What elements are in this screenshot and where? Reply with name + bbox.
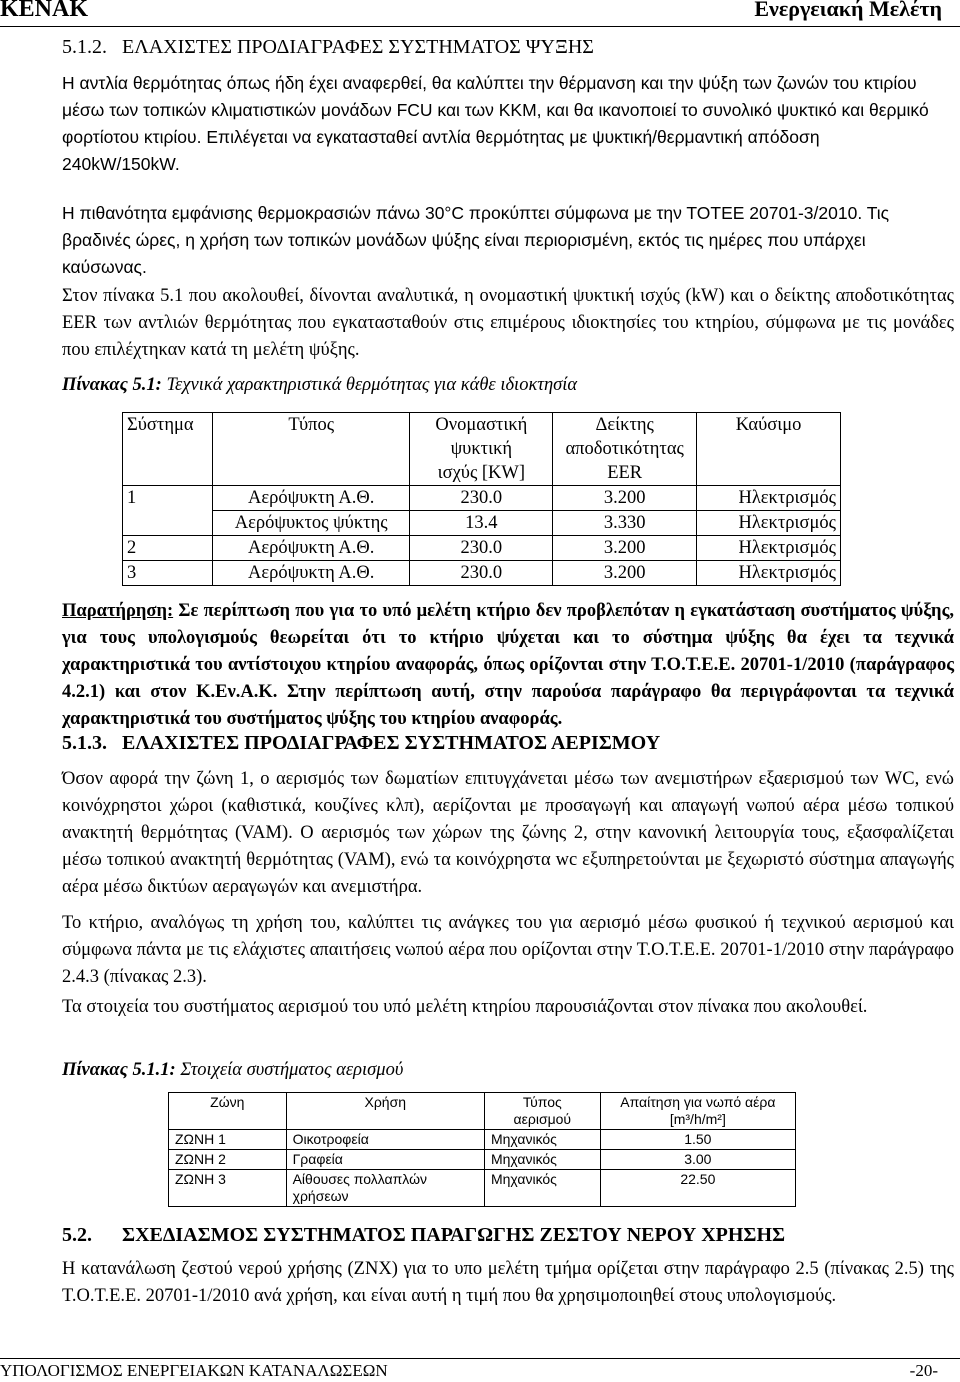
header-zone: Ζώνη: [169, 1093, 287, 1130]
cell-requirement: 3.00: [600, 1150, 795, 1170]
cell-eer: 3.200: [553, 536, 697, 561]
ventilation-table: [168, 1092, 796, 1207]
header-capacity-1: Ονομαστική: [410, 413, 553, 438]
cell-type: Αερόψυκτη Α.Θ.: [212, 486, 410, 511]
table1-caption-label: Πίνακας 5.1:: [62, 375, 162, 395]
header-vent-type-2: αερισμού: [513, 1111, 572, 1127]
page-header: [0, 0, 960, 27]
table-row: [123, 536, 841, 561]
cell-capacity: 230.0: [410, 561, 553, 586]
section-title: ΕΛΑΧΙΣΤΕΣ ΠΡΟΔΙΑΓΡΑΦΕΣ ΣΥΣΤΗΜΑΤΟΣ ΑΕΡΙΣΜΟΥ: [122, 732, 661, 754]
cell-capacity: 13.4: [410, 511, 553, 536]
table-row: [123, 486, 841, 511]
cell-zone: ΖΩΝΗ 2: [169, 1150, 287, 1170]
table-row: [169, 1170, 796, 1207]
paragraph-temperatures: Η πιθανότητα εμφάνισης θερμοκρασιών πάνω 30°C προκύπτει σύμφωνα με την ΤΟΤΕΕ 20701-3/2010. Τις βραδινές ώρες, η χρήση των τοπικών μονάδων ψύξης είναι περιορισμένη, εκτός τις ημέρες που υπάρχει καύσωνας.: [62, 203, 890, 277]
heat-pump-table: [122, 412, 841, 586]
paragraph-table-intro: Στον πίνακα 5.1 που ακολουθεί, δίνονται αναλυτικά, η ονομαστική ψυκτική ισχύς (kW) και ο δείκτης αποδοτικότητας EER των αντλιών θερμότητας που εγκατασταθούν στις επιμέρους ιδιοκτησίες του κτηρίου, σύμφωνα με τις μονάδες που επιλέχτηκαν κατά τη μελέτη ψύξης.: [62, 286, 954, 360]
table1-caption-text: Τεχνικά χαρακτηριστικά θερμότητας για κάθε ιδιοκτησία: [166, 375, 578, 395]
note-paragraph: [62, 598, 954, 733]
cell-system: 1: [123, 486, 213, 511]
section-number: 5.1.2.: [62, 36, 107, 58]
header-capacity-2: ψυκτική: [410, 437, 553, 461]
cell-requirement: 1.50: [600, 1130, 795, 1150]
section-heading-513: [62, 732, 660, 755]
cell-fuel: Ηλεκτρισμός: [697, 536, 841, 561]
cell-zone: ΖΩΝΗ 1: [169, 1130, 287, 1150]
cell-fuel: Ηλεκτρισμός: [697, 561, 841, 586]
cell-vent-type: Μηχανικός: [484, 1150, 600, 1170]
paragraph-hot-water: Η κατανάλωση ζεστού νερού χρήσης (ΖΝΧ) για το υπο μελέτη τμήμα ορίζεται στην παράγραφο 2.5 (πίνακας 2.5) της Τ.Ο.Τ.Ε.Ε. 20701-1/2010 ανά χρήση, και είναι αυτή η τιμή που θα χρησιμοποιηθεί στους υπολογισμούς.: [62, 1259, 954, 1306]
cell-vent-type: Μηχανικός: [484, 1130, 600, 1150]
cell-type: Αερόψυκτη Α.Θ.: [212, 536, 410, 561]
cell-type: Αερόψυκτη Α.Θ.: [212, 561, 410, 586]
header-right: Ενεργειακή Μελέτη: [754, 0, 942, 21]
cell-vent-type: Μηχανικός: [484, 1170, 600, 1207]
table-header-row: [123, 461, 841, 486]
table-row: [123, 511, 841, 536]
paragraph-table2-intro: Τα στοιχεία του συστήματος αερισμού του υπό μελέτη κτηρίου παρουσιάζονται στον πίνακα που ακολουθεί.: [62, 997, 868, 1017]
cell-use: Οικοτροφεία: [286, 1130, 484, 1150]
cell-type: Αερόψυκτος ψύκτης: [212, 511, 410, 536]
table-header-row: [169, 1093, 796, 1130]
cell-capacity: 230.0: [410, 486, 553, 511]
page-number: -20-: [909, 1361, 938, 1380]
header-requirement-1: Απαίτηση για νωπό αέρα: [620, 1094, 776, 1110]
table2-caption-label: Πίνακας 5.1.1:: [62, 1060, 176, 1080]
section-number: 5.1.3.: [62, 732, 107, 754]
cell-fuel: Ηλεκτρισμός: [697, 511, 841, 536]
table-row: [169, 1130, 796, 1150]
cell-eer: 3.200: [553, 486, 697, 511]
cell-capacity: 230.0: [410, 536, 553, 561]
section-heading-512: [62, 36, 594, 59]
table1-caption: [62, 375, 577, 396]
cell-requirement: 22.50: [600, 1170, 795, 1207]
header-type: Τύπος: [212, 413, 410, 438]
header-eer-3: EER: [553, 461, 697, 486]
header-requirement-2: [m³/h/m²]: [669, 1111, 726, 1127]
cell-fuel: Ηλεκτρισμός: [697, 486, 841, 511]
section-number: 5.2.: [62, 1224, 92, 1246]
table2-caption-text: Στοιχεία συστήματος αερισμού: [180, 1060, 404, 1080]
header-use: Χρήση: [286, 1093, 484, 1130]
note-text: Σε περίπτωση που για το υπό μελέτη κτήριο δεν προβλεπόταν η εγκατάσταση συστήματος ψύξης, για τους υπολογισμούς θεωρείται ότι το κτήριο ψύχεται και το σύστημα ψύξης θα έχει τα τεχνικά χαρακτηριστικά του αντίστοιχου κτηρίου αναφοράς, όπως ορίζονται στην Τ.Ο.Τ.Ε.Ε. 20701-1/2010 (παράγραφος 4.2.1) και στον Κ.Εν.Α.Κ. Στην περίπτωση αυτή, στην παρούσα παράγραφο θα περιγράφονται τα τεχνικά χαρακτηριστικά του συστήματος ψύξης του κτηρίου αναφοράς.: [62, 601, 954, 729]
note-label: Παρατήρηση:: [62, 601, 174, 621]
table-header-row: [123, 413, 841, 438]
header-vent-type-1: Τύπος: [522, 1094, 562, 1110]
cell-use: Γραφεία: [286, 1150, 484, 1170]
cell-system: 2: [123, 536, 213, 561]
cell-eer: 3.330: [553, 511, 697, 536]
header-capacity-3: ισχύς [KW]: [410, 461, 553, 486]
table-header-row: [123, 437, 841, 461]
page-footer: [0, 1358, 960, 1380]
paragraph-ventilation-zones: Όσον αφορά την ζώνη 1, ο αερισμός των δωματίων επιτυγχάνεται μέσω των ανεμιστήρων εξαερισμού των WC, ενώ κοινόχρηστοι χώροι (καθιστικά, κουζίνες κλπ), αερίζονται με προσαγωγή και απαγωγή νωπού αέρα μέσω τοπικού ανακτητή θερμότητας (VAM). Ο αερισμός των χώρων της ζώνης 2, στην κανονική λειτουργία τους, εξασφαλίζεται μέσω τοπικού ανακτητή θερμότητας (VAM), ενώ τα κοινόχρηστα wc εξυπηρετούνται με ξεχωριστό σύστημα απαγωγής αέρα μέσω δικτύων αεραγωγών και ανεμιστήρα.: [62, 769, 954, 897]
header-vent-type: [484, 1093, 600, 1130]
header-requirement: [600, 1093, 795, 1130]
footer-left: ΥΠΟΛΟΓΙΣΜΟΣ ΕΝΕΡΓΕΙΑΚΩΝ ΚΑΤΑΝΑΛΩΣΕΩΝ: [0, 1361, 388, 1380]
cell-use: Αίθουσες πολλαπλών χρήσεων: [286, 1170, 484, 1207]
table-row: [123, 561, 841, 586]
header-system: Σύστημα: [123, 413, 213, 438]
cell-system: [123, 511, 213, 536]
header-eer-2: αποδοτικότητας: [553, 437, 697, 461]
cell-eer: 3.200: [553, 561, 697, 586]
section-title: ΣΧΕΔΙΑΣΜΟΣ ΣΥΣΤΗΜΑΤΟΣ ΠΑΡΑΓΩΓΗΣ ΖΕΣΤΟΥ ΝΕΡΟΥ ΧΡΗΣΗΣ: [122, 1224, 786, 1246]
header-left: ΚΕΝΑΚ: [0, 0, 89, 22]
table2-caption: [62, 1060, 403, 1081]
section-heading-52: [62, 1224, 785, 1247]
paragraph-ventilation-requirements: Το κτήριο, αναλόγως τη χρήση του, καλύπτει τις ανάγκες του για αερισμό μέσω φυσικού ή τεχνικού αερισμού και σύμφωνα πάντα με τις ελάχιστες απαιτήσεις νωπού αέρα που ορίζονται στην Τ.Ο.Τ.Ε.Ε. 20701-1/2010 στην παράγραφο 2.4.3 (πίνακας 2.3).: [62, 913, 954, 987]
table-row: [169, 1150, 796, 1170]
cell-system: 3: [123, 561, 213, 586]
section-title: ΕΛΑΧΙΣΤΕΣ ΠΡΟΔΙΑΓΡΑΦΕΣ ΣΥΣΤΗΜΑΤΟΣ ΨΥΞΗΣ: [122, 36, 594, 58]
header-eer-1: Δείκτης: [553, 413, 697, 438]
cell-zone: ΖΩΝΗ 3: [169, 1170, 287, 1207]
header-fuel: Καύσιμο: [697, 413, 841, 438]
paragraph-heat-pump: Η αντλία θερμότητας όπως ήδη έχει αναφερθεί, θα καλύπτει την θέρμανση και την ψύξη των ζωνών του κτιρίου μέσω των τοπικών κλιματιστικών μονάδων FCU και των ΚΚΜ, και θα ικανοποιεί το συνολικό ψυκτικό και θερμικό φορτίοτου κτιρίου. Επιλέγεται να εγκατασταθεί αντλία θερμότητας με ψυκτική/θερμαντική απόδοση 240kW/150kW.: [62, 73, 929, 174]
